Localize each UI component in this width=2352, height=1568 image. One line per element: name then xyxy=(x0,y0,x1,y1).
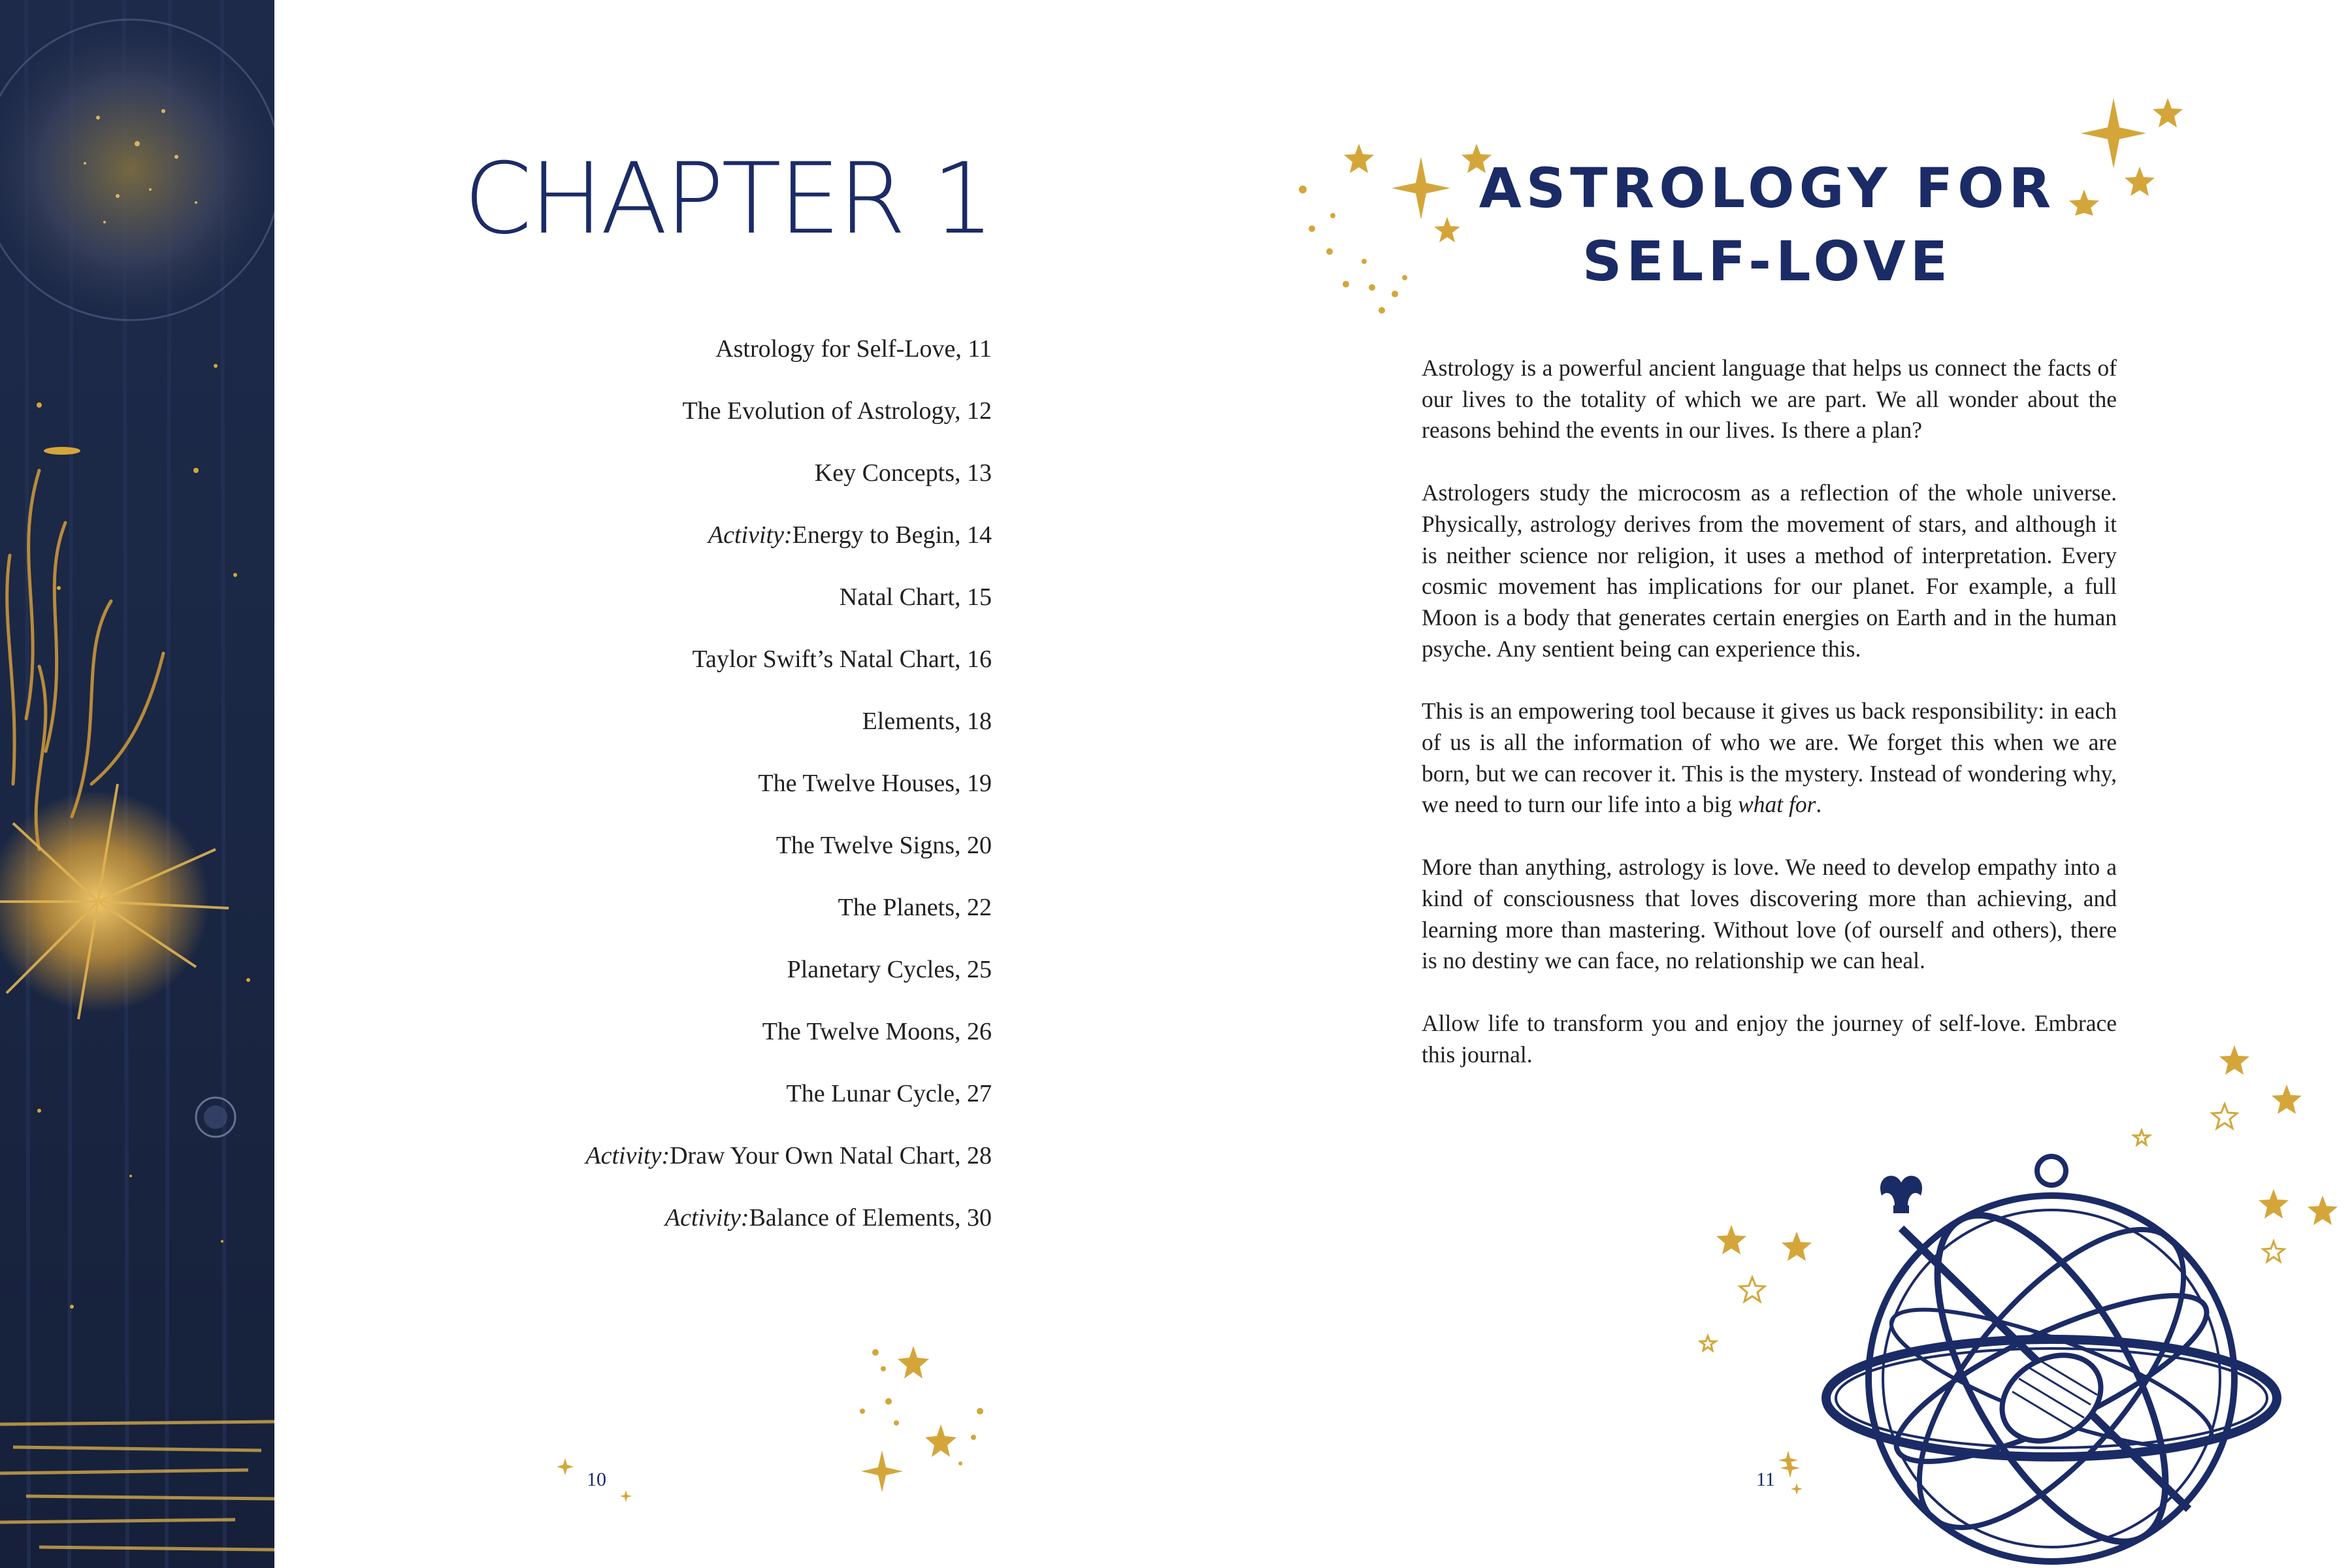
toc-item[interactable] xyxy=(338,831,992,893)
gold-star-icon xyxy=(619,1490,632,1503)
toc-item[interactable] xyxy=(338,1079,992,1141)
section-title xyxy=(1398,152,2136,298)
paragraph: Astrology is a powerful ancient language that helps us connect the facts of our lives to the totality of which we are part. We all wonder about the reasons behind the events in our lives. Is there a plan? xyxy=(1422,355,2117,444)
gold-star-icon xyxy=(849,1333,1019,1503)
toc-item-title: The Planets, 22 xyxy=(838,894,992,921)
celestial-painting xyxy=(0,0,274,1568)
toc-item-title: The Twelve Signs, 20 xyxy=(776,832,992,859)
section-title-line1: ASTROLOGY FOR xyxy=(1478,156,2056,220)
toc-item[interactable] xyxy=(338,583,992,645)
toc-item[interactable] xyxy=(338,1203,992,1266)
toc-item[interactable] xyxy=(338,707,992,769)
toc-item[interactable] xyxy=(338,955,992,1017)
paragraph-text: This is an empowering tool because it gives us back responsibility: in each of us is all the information of who we are. We forget this when we are born, but we can recover it. This is the mystery. Instead of wondering why, we need to turn our life into a big xyxy=(1422,698,2117,818)
toc-item-title: The Twelve Houses, 19 xyxy=(758,770,992,797)
toc-item-prefix: Activity: xyxy=(664,1204,749,1232)
toc-item[interactable] xyxy=(338,335,992,397)
toc-item[interactable] xyxy=(338,521,992,583)
armillary-sphere-icon xyxy=(1810,1143,2306,1568)
toc-item-title: Elements, 18 xyxy=(862,708,992,735)
gold-star-icon xyxy=(1777,1457,1803,1496)
table-of-contents xyxy=(338,335,992,1266)
paragraph: Astrologers study the microcosm as a reflection of the whole universe. Physically, astrology derives from the movement of stars, and although it is neither science nor religion, it uses a method of interpretation. Every cosmic movement has implications for our planet. For example, a full Moon is a body that generates certain energies on Earth and in the human psyche. Any sentient being can experience this. xyxy=(1422,480,2117,662)
chapter-title: CHAPTER 1 xyxy=(463,142,992,256)
toc-item[interactable] xyxy=(338,1141,992,1203)
gold-star-icon xyxy=(555,1457,575,1477)
paragraph-emphasis: what for xyxy=(1738,791,1816,818)
body-text xyxy=(1422,353,2117,1102)
paragraph-end: . xyxy=(1816,791,1822,818)
toc-item-title: Balance of Elements, 30 xyxy=(749,1204,992,1232)
section-title-line2: SELF-LOVE xyxy=(1582,229,1953,293)
toc-item-title: The Twelve Moons, 26 xyxy=(762,1018,992,1045)
paragraph: More than anything, astrology is love. We need to develop empathy into a kind of consciousness that loves discovering more than achieving, and learning more than mastering. Without love (of ourself and others), there is no destiny we can face, no relationship we can heal. xyxy=(1422,854,2117,974)
toc-item[interactable] xyxy=(338,769,992,831)
toc-item-prefix: Activity: xyxy=(585,1142,670,1169)
toc-item[interactable] xyxy=(338,1017,992,1079)
paragraph xyxy=(1422,696,2117,821)
page-number-left: 10 xyxy=(587,1469,606,1490)
toc-item[interactable] xyxy=(338,397,992,459)
toc-item-title: The Evolution of Astrology, 12 xyxy=(682,397,992,425)
paragraph: Allow life to transform you and enjoy the journey of self-love. Embrace this journal. xyxy=(1422,1009,2117,1068)
toc-item-title: The Lunar Cycle, 27 xyxy=(786,1080,992,1107)
page-number-right: 11 xyxy=(1756,1469,1775,1490)
toc-item[interactable] xyxy=(338,893,992,955)
toc-item-title: Key Concepts, 13 xyxy=(814,459,992,487)
toc-item-title: Taylor Swift’s Natal Chart, 16 xyxy=(692,645,992,673)
toc-item-title: Astrology for Self-Love, 11 xyxy=(715,335,992,363)
toc-item[interactable] xyxy=(338,459,992,521)
toc-item-prefix: Activity: xyxy=(708,521,792,549)
toc-item-title: Energy to Begin, 14 xyxy=(792,521,992,549)
toc-item-title: Draw Your Own Natal Chart, 28 xyxy=(670,1142,992,1169)
toc-item-title: Planetary Cycles, 25 xyxy=(787,956,992,983)
toc-item[interactable] xyxy=(338,645,992,707)
toc-item-title: Natal Chart, 15 xyxy=(839,583,992,611)
